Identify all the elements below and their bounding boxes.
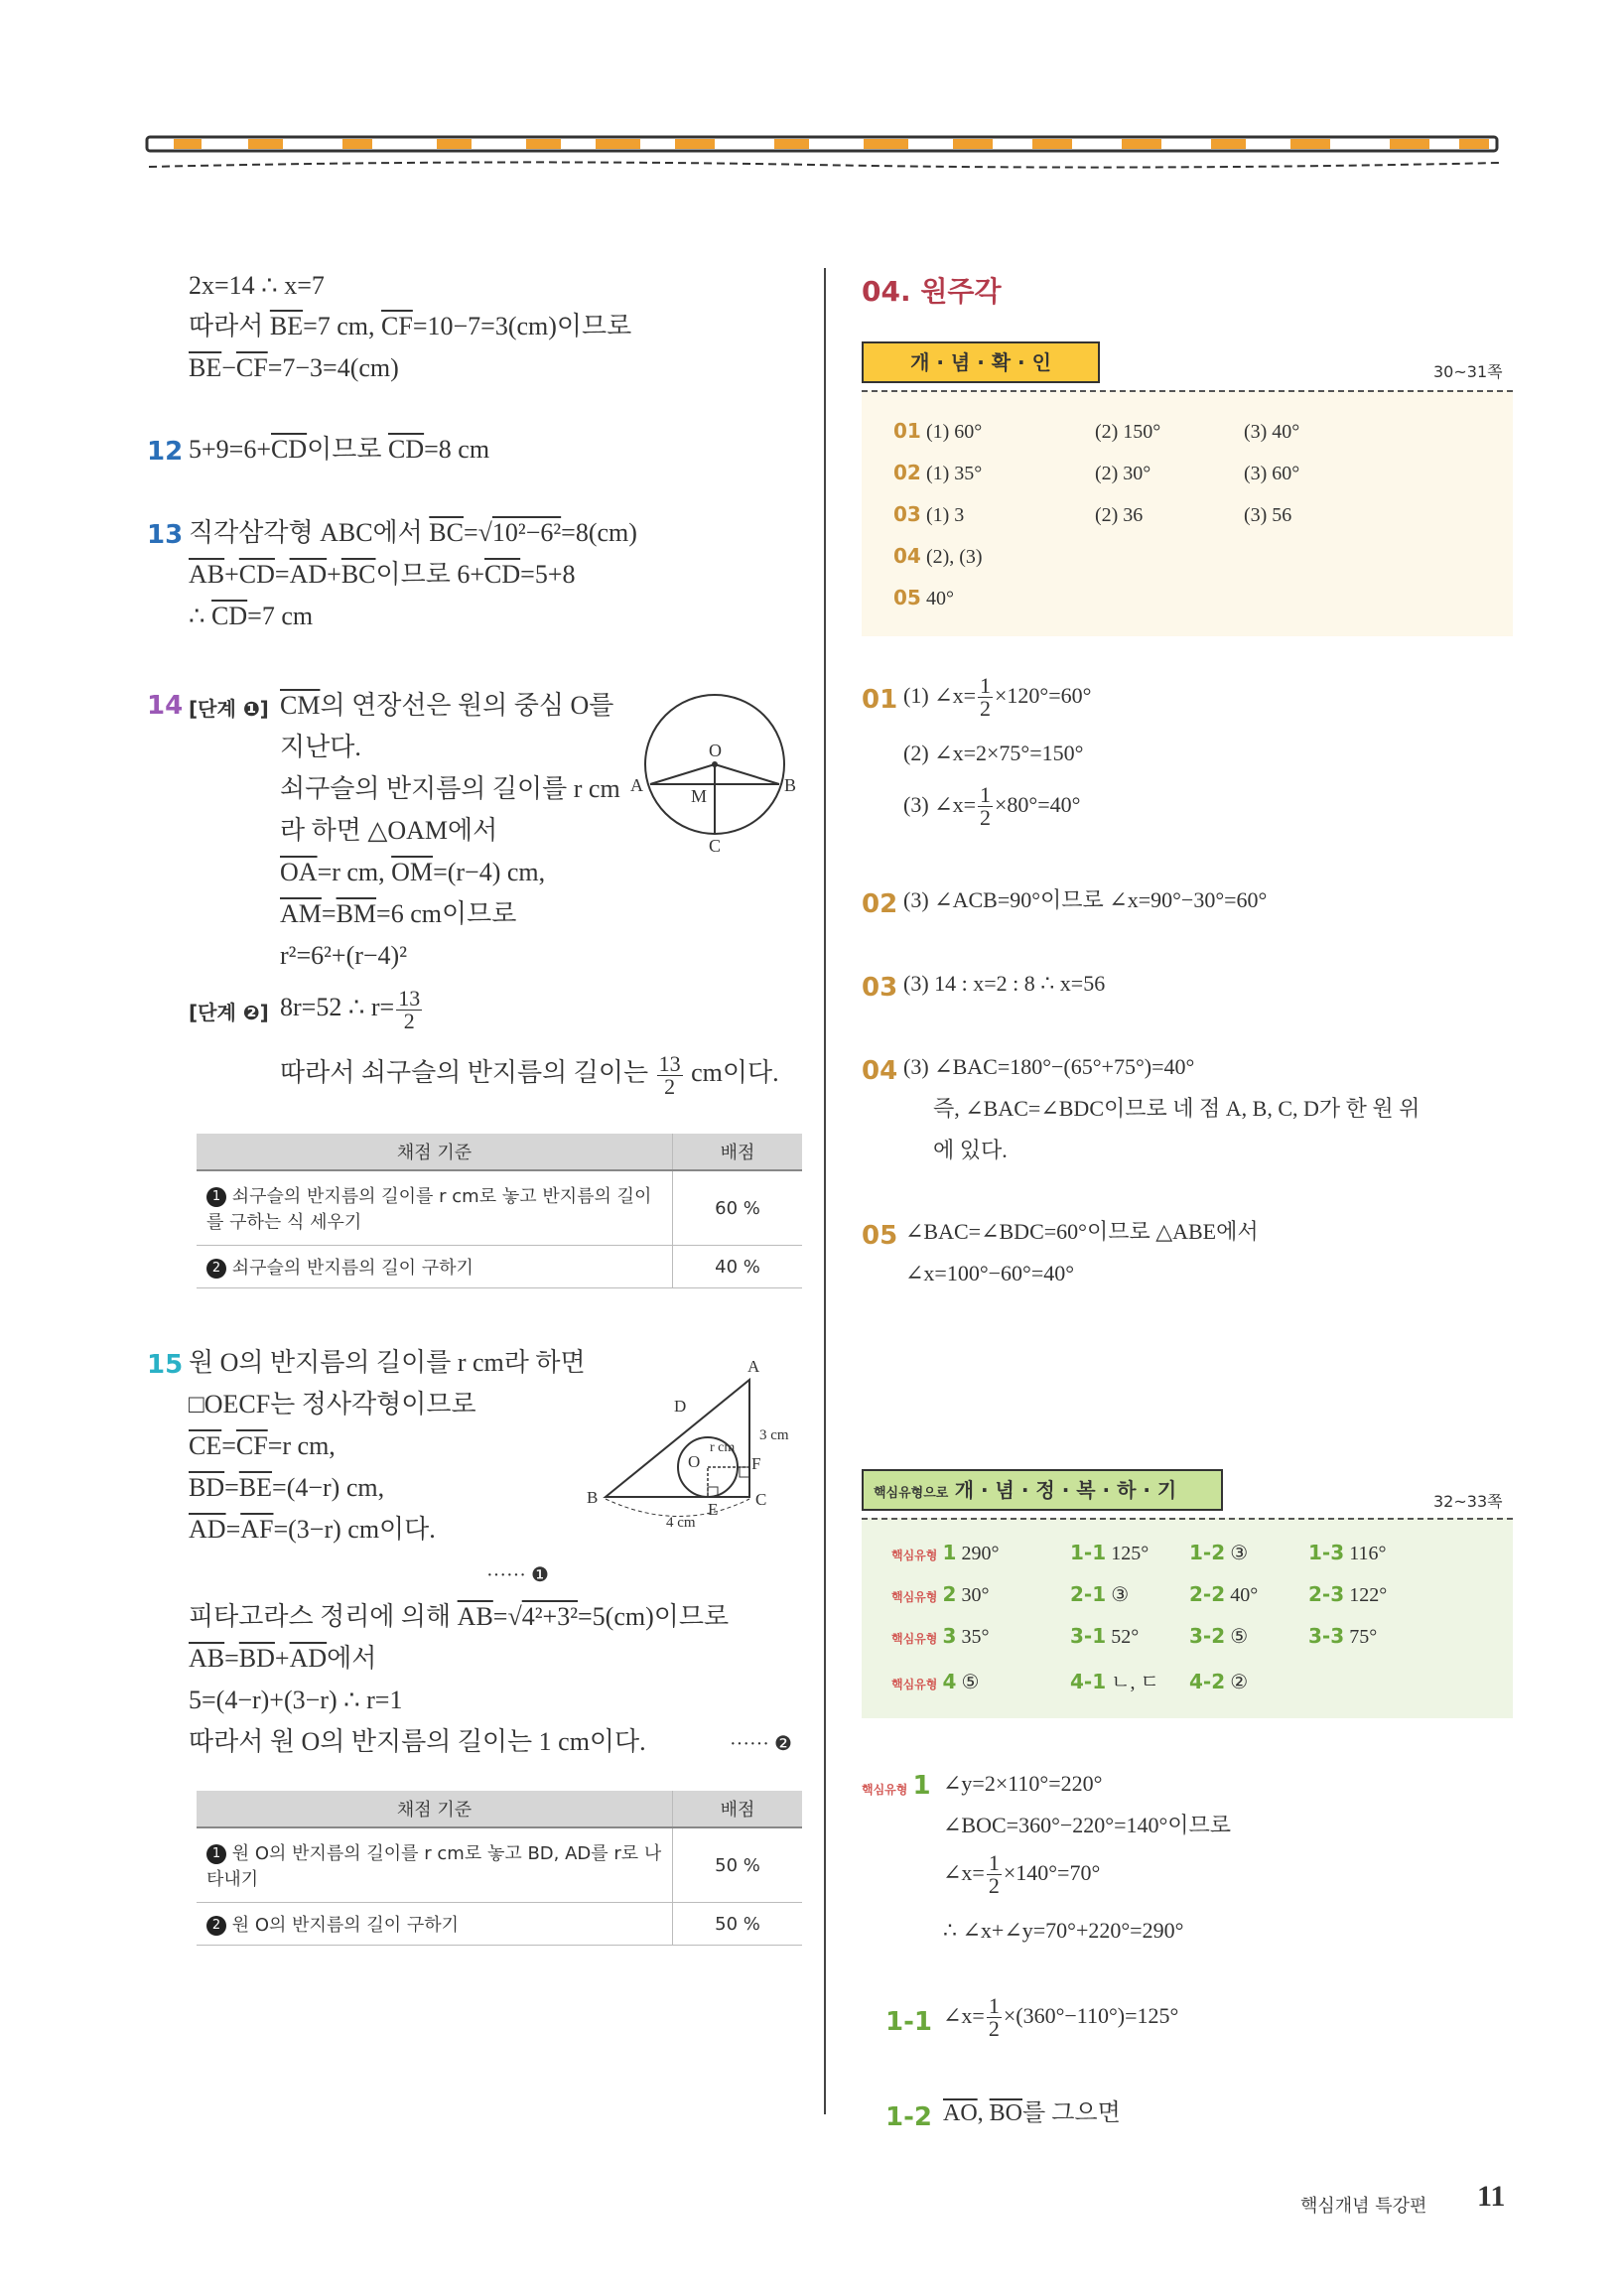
circle-figure <box>625 685 804 854</box>
problem-number: 14 <box>147 691 184 721</box>
review-answers: 핵심유형 1 290° 1-1 125° 1-2 ③ 1-3 116° 핵심유형 2 30° 2-1 ③ 2-2 40° 2-3 122° 핵심유형 3 35° 3-1 52° 3-2 ⑤ 3-3 75° 핵심유형 4 ⑤ 4-1 ㄴ, ㄷ 4-2 ② <box>891 1541 1388 1693</box>
label-c: C <box>755 1490 767 1509</box>
eq-line: $\overline{AO}$, $\overline{BO}$를 그으면 <box>943 2100 1121 2126</box>
table-header: 채점 기준 <box>197 1134 673 1170</box>
table-row: 1 쇠구슬의 반지름의 길이를 r cm로 놓고 반지름의 길이를 구하는 식 세우기 60 % <box>197 1170 802 1246</box>
label-o: O <box>709 741 722 760</box>
eq-line: $\overline{AD}=\overline{AF}=(3-r)$ cm이다. <box>189 1515 436 1544</box>
table-header: 채점 기준 <box>197 1791 673 1827</box>
eq-line: ∴ $\overline{CD}=7$ cm <box>189 602 314 630</box>
eq-line: (3) 14 : x=2 : 8 ∴ x=56 <box>903 971 1106 996</box>
eq-line: 쇠구슬의 반지름의 길이를 r cm <box>280 774 620 803</box>
eq-line: 따라서 쇠구슬의 반지름의 길이는 $\frac{13}{2}$ cm이다. <box>280 1050 779 1099</box>
eq-line: $\overline{BD}=\overline{BE}=(4-r)$ cm, <box>189 1473 385 1502</box>
eq-line: $\overline{CE}=\overline{CF}=r$ cm, <box>189 1431 336 1460</box>
table-header: 배점 <box>673 1134 803 1170</box>
label-c: C <box>709 836 722 854</box>
footer-book-title: 핵심개념 특강편 <box>1300 2196 1427 2217</box>
step-mark: ······ ❷ <box>730 1733 792 1755</box>
problem-number: 05 <box>862 1221 898 1251</box>
eq-line: $\overline{AB}=\overline{BD}+\overline{AD}$에서 <box>189 1644 377 1673</box>
problem-number: 15 <box>147 1350 184 1380</box>
eq-line: $\overline{CM}$의 연장선은 원의 중심 O를 <box>280 691 614 720</box>
eq-line: (1) ∠x= $\frac{1}{2}$ ×120°=60° <box>903 673 1092 722</box>
header-ribbon <box>0 0 1624 179</box>
label-a: A <box>630 775 643 795</box>
eq-line: ∴ ∠x+∠y=70°+220°=290° <box>943 1918 1184 1943</box>
problem-number: 01 <box>862 685 898 715</box>
column-divider <box>824 268 826 2114</box>
eq-line: $5+9=6+\overline{CD}$이므로 $\overline{CD}=8$ cm <box>189 435 490 464</box>
step-label: [단계 ❷] <box>189 1001 269 1024</box>
problem-number: 03 <box>862 973 898 1003</box>
eq-line: 라 하면 △OAM에서 <box>280 816 498 845</box>
eq-line: $\overline{AM}=\overline{BM}=6$ cm이므로 <box>280 899 517 928</box>
eq-line: (3) ∠ACB=90°이므로 ∠x=90°−30°=60° <box>903 887 1268 912</box>
eq-line: 따라서 $\overline{BE}=7$ cm, $\overline{CF}=10-7=3(cm)$이므로 <box>189 312 632 340</box>
triangle-figure <box>581 1360 804 1529</box>
label-a: A <box>747 1360 760 1376</box>
eq-line: ∠BAC=∠BDC=60°이므로 △ABE에서 <box>905 1219 1259 1244</box>
problem-number: 핵심유형 1 <box>862 1771 931 1801</box>
problem-number: 04 <box>862 1056 898 1086</box>
label-o: O <box>688 1452 701 1471</box>
eq-line: 8r=52 ∴ r= $\frac{13}{2}$ <box>280 985 421 1033</box>
table-row: 1 원 O의 반지름의 길이를 r cm로 놓고 BD, AD를 r로 나타내기 50 % <box>197 1827 802 1903</box>
step-mark: ······ ❶ <box>486 1564 549 1586</box>
table-row: 2 원 O의 반지름의 길이 구하기 50 % <box>197 1903 802 1946</box>
label-side-4: 4 cm <box>666 1515 696 1529</box>
grading-table <box>197 1791 802 1946</box>
step-label: [단계 ❶] <box>189 697 269 721</box>
problem-number: 1-1 <box>885 2007 932 2037</box>
eq-line: 따라서 원 O의 반지름의 길이는 1 cm이다. <box>189 1727 646 1756</box>
table-row: 2 쇠구슬의 반지름의 길이 구하기 40 % <box>197 1246 802 1288</box>
page-range: 30~31쪽 <box>1433 362 1503 381</box>
problem-number: 1-2 <box>885 2102 932 2132</box>
page-number: 11 <box>1477 2180 1506 2213</box>
eq-line: (3) ∠x= $\frac{1}{2}$ ×80°=40° <box>903 782 1081 831</box>
label-d: D <box>674 1397 687 1416</box>
problem-number: 02 <box>862 889 898 919</box>
label-m: M <box>691 786 708 806</box>
label-b: B <box>784 775 797 795</box>
eq-line: (2) ∠x=2×75°=150° <box>903 741 1084 765</box>
table-header: 배점 <box>673 1791 803 1827</box>
eq-line: $\overline{BE}-\overline{CF}=7-3=4(cm)$ <box>189 353 399 382</box>
eq-line: $\overline{OA}=r$ cm, $\overline{OM}=(r-4)$ cm, <box>280 858 546 886</box>
label-e: E <box>708 1500 719 1519</box>
eq-line: ∠x= $\frac{1}{2}$ ×(360°−110°)=125° <box>943 1993 1179 2042</box>
eq-line: ∠y=2×110°=220° <box>943 1771 1103 1796</box>
section-title: 04. 원주각 <box>862 275 1002 308</box>
label-b: B <box>587 1488 599 1507</box>
page-range: 32~33쪽 <box>1433 1492 1503 1511</box>
eq-line: 지난다. <box>280 733 361 761</box>
concept-answers: 01 (1) 60° (2) 150° (3) 40° 02 (1) 35° (2) 30° (3) 60° 03 (1) 3 (2) 36 (3) 56 04 (2), (3) 05 40° <box>893 419 1300 609</box>
review-label: 핵심유형으로 개 · 념 · 정 · 복 · 하 · 기 <box>862 1469 1223 1511</box>
eq-line: ∠BOC=360°−220°=140°이므로 <box>943 1813 1232 1837</box>
eq-line: 5=(4−r)+(3−r) ∴ r=1 <box>189 1686 403 1714</box>
eq-line: 즉, ∠BAC=∠BDC이므로 네 점 A, B, C, D가 한 원 위 <box>933 1096 1421 1121</box>
eq-line: ∠x= $\frac{1}{2}$ ×140°=70° <box>943 1850 1101 1899</box>
label-radius: r cm <box>710 1440 736 1455</box>
eq-line: $\overline{AB}+\overline{CD}=\overline{AD}+\overline{BC}$이므로 $6+\overline{CD}=5+8$ <box>189 560 576 589</box>
label-f: F <box>751 1454 761 1473</box>
eq-line: 직각삼각형 ABC에서 $\overline{BC}=√10^2-6^2=8(cm)$ <box>189 518 637 547</box>
eq-line: ∠x=100°−60°=40° <box>905 1261 1075 1285</box>
eq-line: 피타고라스 정리에 의해 $\overline{AB}=√4^2+3^2=5(cm)$이므로 <box>189 1602 730 1631</box>
eq-line: (3) ∠BAC=180°−(65°+75°)=40° <box>903 1054 1195 1079</box>
eq-line: r²=6²+(r−4)² <box>280 941 408 970</box>
eq-line: 2x=14 ∴ x=7 <box>189 271 325 300</box>
grading-table <box>197 1134 802 1288</box>
problem-number: 12 <box>147 437 184 467</box>
problem-number: 13 <box>147 520 184 550</box>
eq-line: 에 있다. <box>933 1138 1008 1162</box>
eq-line: 원 O의 반지름의 길이를 r cm라 하면 <box>189 1348 586 1377</box>
label-side-3: 3 cm <box>759 1427 789 1443</box>
concept-check-label: 개 · 념 · 확 · 인 <box>862 341 1100 383</box>
eq-line: □OECF는 정사각형이므로 <box>189 1390 476 1418</box>
